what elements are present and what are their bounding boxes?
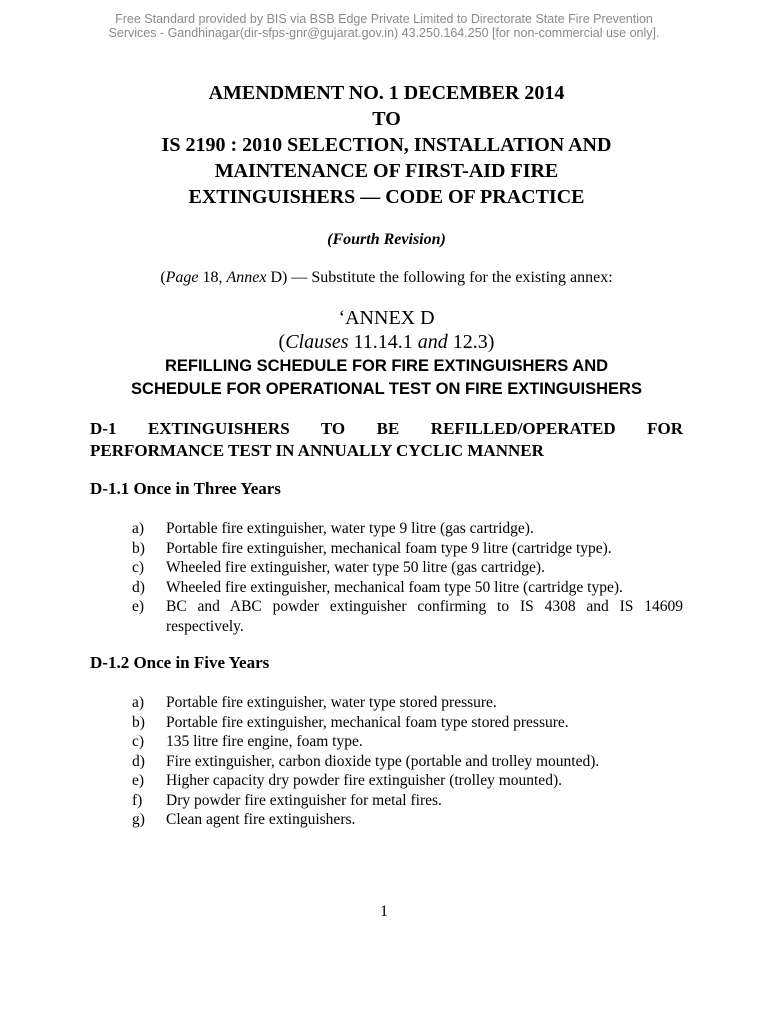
clauses-tail: 12.3): [447, 331, 495, 353]
list-marker: d): [132, 752, 145, 770]
list-item-text: Portable fire extinguisher, water type 9 litre (gas cartridge).: [166, 520, 534, 537]
d12-list: [90, 693, 683, 830]
subst-annex-ref: D) — Substitute the following for the existing annex:: [266, 269, 613, 286]
list-item-text: Wheeled fire extinguisher, mechanical foam type 50 litre (cartridge type).: [166, 578, 623, 596]
section-d12-heading: D-1.2 Once in Five Years: [90, 653, 270, 672]
title-line-3: IS 2190 : 2010 SELECTION, INSTALLATION AND: [161, 134, 612, 156]
list-marker: f): [132, 791, 143, 809]
list-marker: e): [132, 598, 145, 615]
list-marker: g): [132, 811, 145, 828]
list-item-text: Dry powder fire extinguisher for metal fires.: [166, 791, 442, 809]
list-item: [132, 771, 683, 791]
list-item: [132, 539, 683, 559]
clauses-nums: 11.14.1: [348, 331, 418, 353]
clauses-and: and: [417, 331, 448, 353]
list-item: [132, 578, 683, 598]
annex-clauses: [90, 330, 683, 354]
list-item-text: Higher capacity dry powder fire extinguisher (trolley mounted).: [166, 772, 562, 789]
list-marker: c): [132, 559, 145, 576]
list-item-text: Portable fire extinguisher, mechanical foam type 9 litre (cartridge type).: [166, 539, 612, 557]
download-watermark: [0, 12, 768, 40]
annex-title-line-2: SCHEDULE FOR OPERATIONAL TEST ON FIRE EXTINGUISHERS: [131, 380, 642, 398]
subst-annex-word: Annex: [226, 269, 267, 286]
subst-page-word: Page: [165, 269, 199, 286]
page-number: 1: [380, 903, 388, 920]
list-marker: a): [132, 520, 145, 537]
section-d11-heading: D-1.1 Once in Three Years: [90, 479, 281, 498]
list-item: [132, 597, 683, 636]
list-item-text: Clean agent fire extinguishers.: [166, 811, 356, 828]
list-item: [132, 558, 683, 578]
clauses-word: Clauses: [285, 331, 349, 353]
list-item-text: Portable fire extinguisher, water type stored pressure.: [166, 694, 497, 711]
list-item: [132, 732, 683, 752]
clauses-open: (: [278, 331, 286, 353]
watermark-line-2: Services - Gandhinagar(dir-sfps-gnr@gujarat.gov.in) 43.250.164.250 [for non-commercial use only].: [108, 26, 660, 40]
title-line-4: MAINTENANCE OF FIRST-AID FIRE: [214, 160, 559, 182]
list-item: [132, 791, 683, 811]
list-item-text: Portable fire extinguisher, mechanical foam type stored pressure.: [166, 713, 569, 731]
revision-note: (Fourth Revision): [327, 231, 446, 248]
annex-title-line-1: REFILLING SCHEDULE FOR FIRE EXTINGUISHERS AND: [164, 357, 609, 375]
list-item: [132, 519, 683, 539]
list-item-text: BC and ABC powder extinguisher confirming to IS 4308 and IS 14609 respectively.: [166, 598, 683, 635]
list-item: [132, 810, 683, 830]
title-line-2: TO: [372, 108, 401, 130]
list-item: [132, 713, 683, 733]
list-marker: d): [132, 578, 145, 596]
list-marker: a): [132, 694, 145, 711]
title-line-1: AMENDMENT NO. 1 DECEMBER 2014: [208, 82, 565, 104]
d11-list: [90, 519, 683, 636]
document-page: [90, 80, 683, 830]
list-marker: e): [132, 772, 145, 789]
watermark-line-1: Free Standard provided by BIS via BSB Edge Private Limited to Directorate State Fire Prevention: [115, 12, 653, 26]
section-d1-heading: D-1 EXTINGUISHERS TO BE REFILLED/OPERATED FOR PERFORMANCE TEST IN ANNUALLY CYCLIC MANNER: [90, 419, 683, 460]
list-item-text: 135 litre fire engine, foam type.: [166, 733, 363, 750]
subst-open: (: [160, 269, 166, 286]
subst-page-num: 18,: [198, 269, 227, 286]
list-item-text: Wheeled fire extinguisher, water type 50 litre (gas cartridge).: [166, 559, 545, 576]
annex-heading: ‘ANNEX D: [338, 307, 435, 329]
list-marker: c): [132, 733, 145, 750]
list-marker: b): [132, 539, 145, 557]
list-item-text: Fire extinguisher, carbon dioxide type (portable and trolley mounted).: [166, 752, 600, 770]
list-item: [132, 752, 683, 772]
title-line-5: EXTINGUISHERS — CODE OF PRACTICE: [188, 186, 585, 208]
substitution-instruction: [90, 269, 683, 287]
list-item: [132, 693, 683, 713]
list-marker: b): [132, 713, 145, 731]
document-title: [90, 80, 683, 210]
